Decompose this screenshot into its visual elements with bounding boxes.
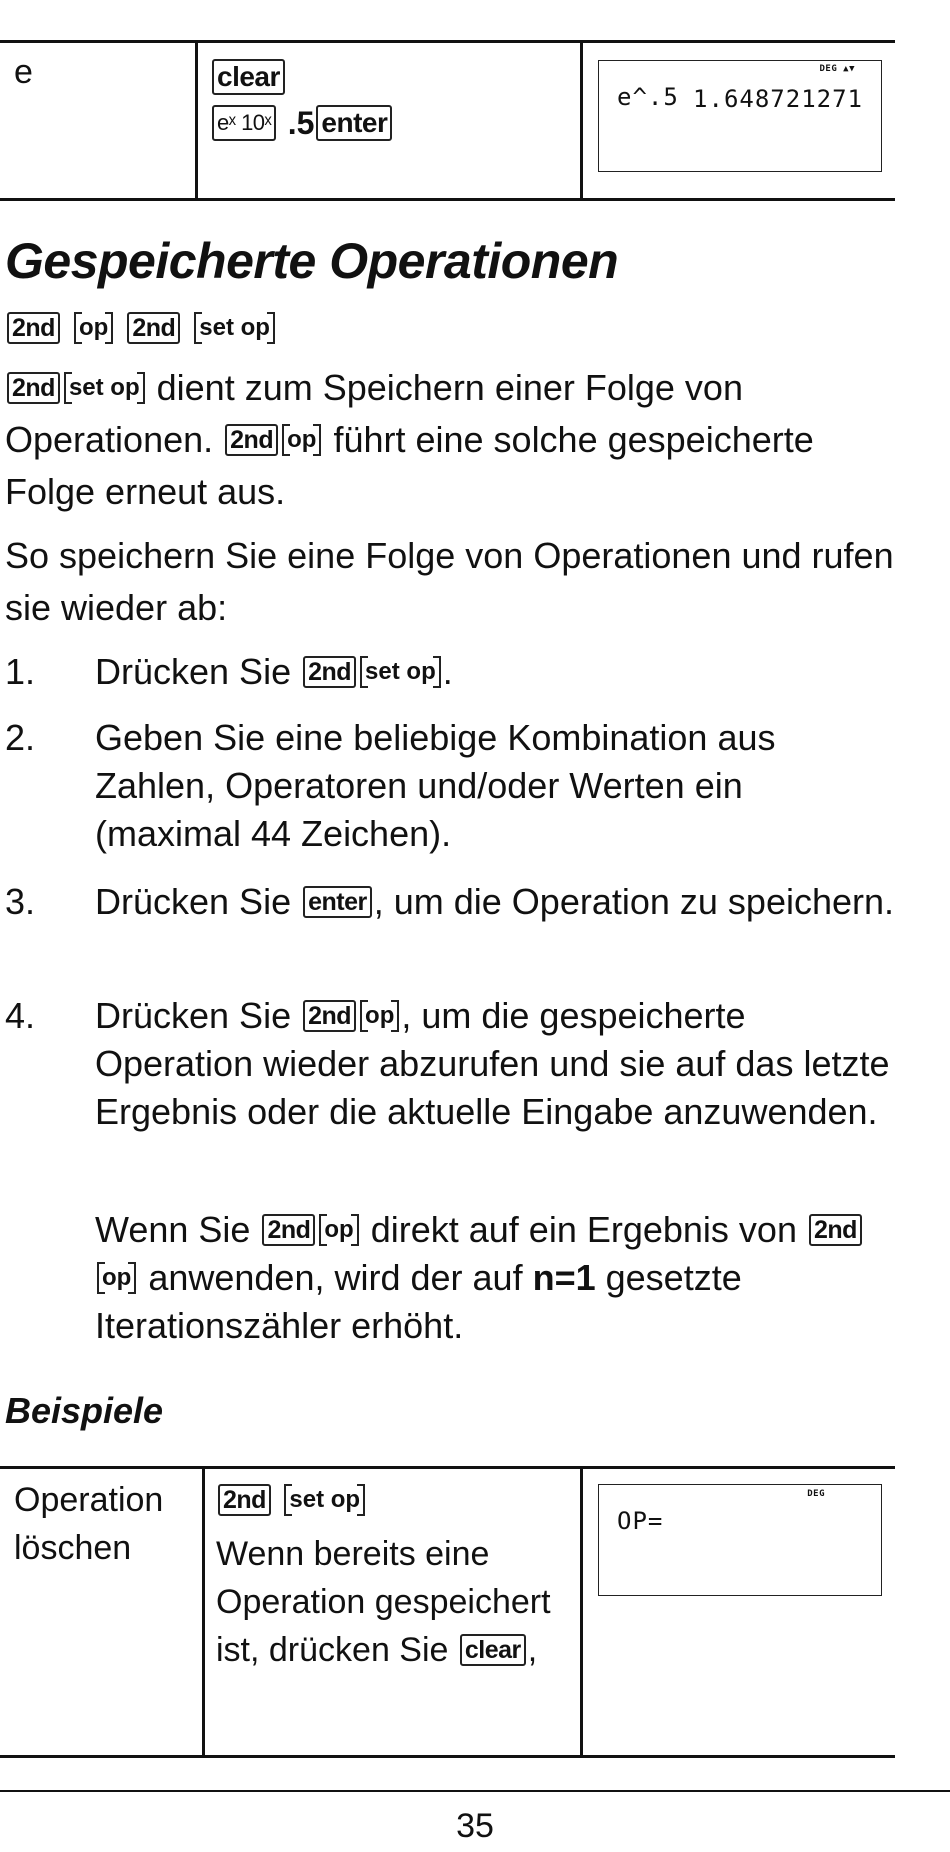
note-text [95,1206,895,1350]
table-col-divider [580,1466,583,1758]
clear-key: clear [460,1634,526,1666]
exp-key: eˣ 10ˣ [212,105,276,141]
section-heading: Gespeicherte Operationen [5,233,619,289]
table-label-cell [14,48,33,96]
2nd-key: 2nd [218,1484,271,1516]
2nd-key: 2nd [303,1000,356,1032]
table-bottom-rule [0,198,895,201]
procedure-intro: So speichern Sie eine Folge von Operationen und rufen sie wieder ab: [5,535,894,628]
examples-heading: Beispiele [5,1390,164,1431]
step-text [95,648,895,696]
intro-text-1: dient zum Speichern einer Folge von Operationen. [5,367,743,460]
2nd-key: 2nd [225,424,278,456]
note-text-mid: direkt auf ein Ergebnis von [360,1209,807,1250]
screen-text: OP= [617,1507,664,1535]
bottom-example-table [0,1466,895,1761]
point-five-key: .5 [287,105,315,141]
op-key: op [97,1262,136,1294]
enter-key: enter [303,886,372,918]
2nd-key: 2nd [262,1214,315,1246]
2nd-key: 2nd [809,1214,862,1246]
step-number: 2. [5,717,36,758]
function-label: e [14,53,33,91]
note-text-before: Wenn Sie [95,1209,261,1250]
screen-mode-indicator: DEG ▲▼ [819,64,855,74]
top-example-table [0,40,895,205]
note-text-after: gesetzte Iterationszähler erhöht. [95,1257,742,1346]
op-key: op [319,1214,358,1246]
screen-mode-indicator: DEG [807,1489,825,1499]
calculator-screen [598,60,882,172]
set-op-key: set op [360,656,441,688]
table-col-divider [195,40,198,201]
keystroke-cell [210,54,394,146]
screen-expression: e^.5 [617,83,679,111]
step-number: 3. [5,881,36,922]
screen-result: 1.648721271 [693,85,863,113]
2nd-key: 2nd [7,312,60,344]
footer-rule [0,1790,950,1792]
step-text-after: , um die Operation zu speichern. [373,881,895,922]
instruction-text-before: Wenn bereits eine Operation gespeichert ist, drücken Sie [216,1535,551,1669]
table-bottom-rule [0,1755,895,1758]
step-text-after: , um die gespeicherte Operation wieder abzurufen und sie auf das letzte Ergebnis oder die aktuelle Eingabe anzuwenden. [95,995,890,1132]
calculator-screen [598,1484,882,1596]
instruction-text-after: , [527,1631,538,1669]
step-text-before: Drücken Sie [95,651,302,692]
set-op-key: set op [284,1484,365,1516]
note-text-mid2: anwenden, wird der auf [138,1257,533,1298]
enter-key: enter [316,105,392,141]
step-text-before: Drücken Sie [95,881,302,922]
table-top-rule [0,1466,895,1469]
2nd-key: 2nd [303,656,356,688]
step-number: 1. [5,651,36,692]
op-key: op [74,312,113,344]
op-key: op [282,424,321,456]
set-op-key: set op [64,372,145,404]
intro-paragraph [5,362,895,518]
op-key: op [360,1000,399,1032]
note-bold-value: n=1 [532,1257,596,1298]
step-text [95,878,895,926]
table-col-divider [580,40,583,201]
clear-key: clear [212,59,285,95]
instruction-text [216,1530,566,1674]
step-text-before: Drücken Sie [95,995,302,1036]
operation-label: Operation löschen [14,1481,164,1567]
2nd-key: 2nd [127,312,180,344]
step-text-after: . [442,651,453,692]
key-sequence [5,302,895,354]
step-text [95,992,895,1136]
step-text: Geben Sie eine beliebige Kombination aus Zahlen, Operatoren und/oder Werten ein (maximal 44 Zeichen). [95,717,776,854]
table-col-divider [202,1466,205,1758]
table-top-rule [0,40,895,43]
page-number: 35 [456,1807,494,1845]
intro-text-2: führt eine solche gespeicherte Folge erneut aus. [5,419,814,512]
step-number: 4. [5,995,36,1036]
2nd-key: 2nd [7,372,60,404]
table-label-cell [14,1476,194,1572]
set-op-key: set op [194,312,275,344]
keystroke-cell [216,1476,566,1674]
